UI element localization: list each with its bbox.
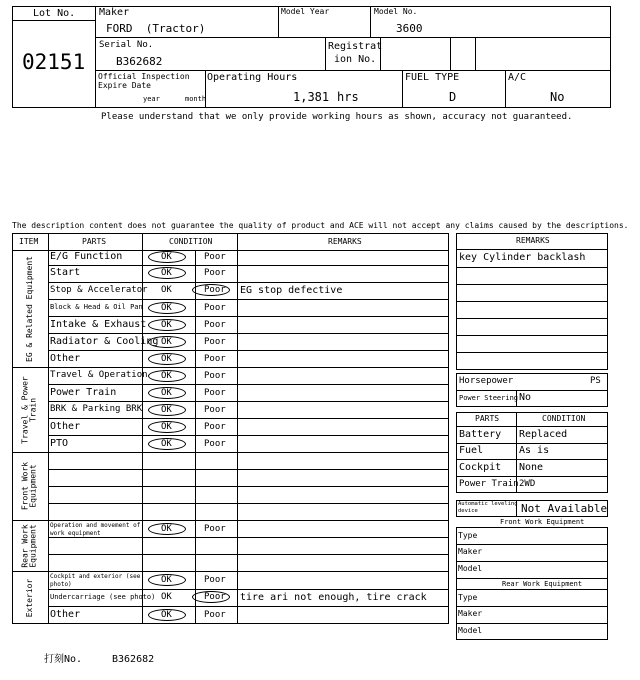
year-label: year [143,95,160,103]
poor-option: Poor [204,303,226,313]
cockpit-label: Cockpit [459,462,502,473]
poor-option: Poor [204,354,226,364]
operating-hours-label: Operating Hours [207,72,298,83]
part-label: Power Train [50,387,117,398]
lot-number: 02151 [22,50,86,74]
front-model-label: Model [458,564,483,573]
lot-divider [95,6,96,108]
part-label: Other [50,421,81,432]
ok-option: OK [161,610,172,620]
col-parts-header: PARTS [82,237,107,246]
part-label: Stop & Accelerator [50,285,148,295]
lot-label: Lot No. [33,8,76,19]
poor-option: Poor [204,371,226,381]
battery-value: Replaced [519,429,568,440]
front-type-label: Type [458,531,478,540]
group-front-work: Front Work Equipment [20,461,38,511]
ac-label: A/C [508,72,527,83]
poor-option: Poor [204,320,226,330]
ok-option: OK [161,354,172,364]
serial-value: B362682 [116,55,163,68]
registration-label-line1: Registrat [328,41,383,52]
poor-option: Poor [204,285,226,295]
part-label: Block & Head & Oil Pan [50,303,143,311]
part-label: Other [50,609,81,620]
ok-option: OK [161,268,172,278]
poor-option: Poor [204,422,226,432]
ok-option: OK [161,592,172,602]
ac-value: No [550,90,565,104]
maker-label: Maker [99,7,130,18]
poor-option: Poor [204,575,226,585]
month-label: month [185,95,207,103]
power-train-label: Power Train [459,479,519,489]
group-exterior: Exterior [24,578,34,618]
condition-header: CONDITION [542,414,586,423]
rear-model-label: Model [458,626,483,635]
poor-option: Poor [204,439,226,449]
auto-leveling-label-line1: Automatic leveling [458,501,518,507]
cockpit-value: None [519,462,544,473]
hours-unit: hrs [337,90,359,104]
group-eg: EG & Related Equipment [24,256,34,362]
row-remark: tire ari not enough, tire crack [240,592,427,603]
poor-option: Poor [204,268,226,278]
model-year-label: Model Year [281,7,330,16]
group-travel-power: Travel & Power Train [20,376,38,444]
hours-notice: Please understand that we only provide working hours as shown, accuracy not guaranteed. [101,112,573,122]
stamp-label: 打刻No. [44,654,83,665]
poor-option: Poor [204,610,226,620]
poor-option: Poor [204,405,226,415]
poor-option: Poor [204,252,226,262]
ok-option: OK [161,320,172,330]
power-train-value: 2WD [519,479,536,489]
part-label: Travel & Operation [50,370,148,380]
col-remarks-header: REMARKS [328,237,362,246]
fuel-type-label: FUEL TYPE [405,72,460,83]
poor-option: Poor [204,524,226,534]
auto-leveling-label-line2: device [458,508,478,514]
fuel-label: Fuel [459,445,484,456]
col-item-header: ITEM [19,237,39,246]
power-steering-value: No [519,392,532,403]
serial-label: Serial No. [99,40,154,50]
rear-maker-label: Maker [458,609,483,618]
part-label: Start [50,267,81,278]
ok-option: OK [161,575,172,585]
inspection-label-line2: Expire Date [98,81,151,90]
part-label: E/G Function [50,251,123,262]
poor-option: Poor [204,388,226,398]
ok-option: OK [161,371,172,381]
ok-option: OK [161,303,172,313]
col-condition-header: CONDITION [169,237,213,246]
part-label: Other [50,353,81,364]
poor-option: Poor [204,592,226,602]
ok-option: OK [161,252,172,262]
row-remark: EG stop defective [240,285,343,296]
part-label: PTO [50,438,69,449]
part-label: Intake & Exhaust [50,319,147,330]
front-maker-label: Maker [458,547,483,556]
ok-option: OK [161,524,172,534]
remarks-header: REMARKS [516,236,550,245]
inspection-label-line1: Official Inspection [98,72,190,81]
remark-line-1: key Cylinder backlash [459,252,586,263]
part-label: Undercarriage (see photo) [50,593,156,601]
ok-option: OK [161,422,172,432]
rear-type-label: Type [458,593,478,602]
part-label: BRK & Parking BRK [50,404,143,414]
ok-option: OK [161,337,172,347]
parts-header: PARTS [475,414,500,423]
model-no-value: 3600 [396,22,423,35]
stamp-value: B362682 [112,654,155,665]
ok-option: OK [161,388,172,398]
fuel-type-value: D [449,90,457,104]
horsepower-label: Horsepower [459,376,514,386]
part-label: Radiator & Cooling [50,336,159,347]
ok-option: OK [161,285,172,295]
group-rear-work: Rear Work Equipment [20,524,38,568]
ok-option: OK [161,439,172,449]
battery-label: Battery [459,429,502,440]
model-no-label: Model No. [374,7,418,16]
auto-leveling-value: Not Available [521,502,608,515]
disclaimer: The description content does not guarantee the quality of product and ACE will not accept any claims caused by the descriptions. [12,221,629,230]
poor-option: Poor [204,337,226,347]
horsepower-unit: PS [590,376,601,386]
ok-option: OK [161,405,172,415]
front-equipment-header: Front Work Equipment [500,518,585,526]
registration-label-line2: ion No. [334,54,377,65]
operating-hours-value: 1,381 [293,90,330,104]
fuel-value: As is [519,445,550,456]
maker-value: FORD (Tractor) [106,22,206,35]
rear-equipment-header: Rear Work Equipment [502,580,583,588]
power-steering-label: Power Steering [459,394,519,402]
part-label: Operation and movement of work equipment [50,522,141,537]
part-label: Cockpit and exterior (see photo) [50,573,141,588]
